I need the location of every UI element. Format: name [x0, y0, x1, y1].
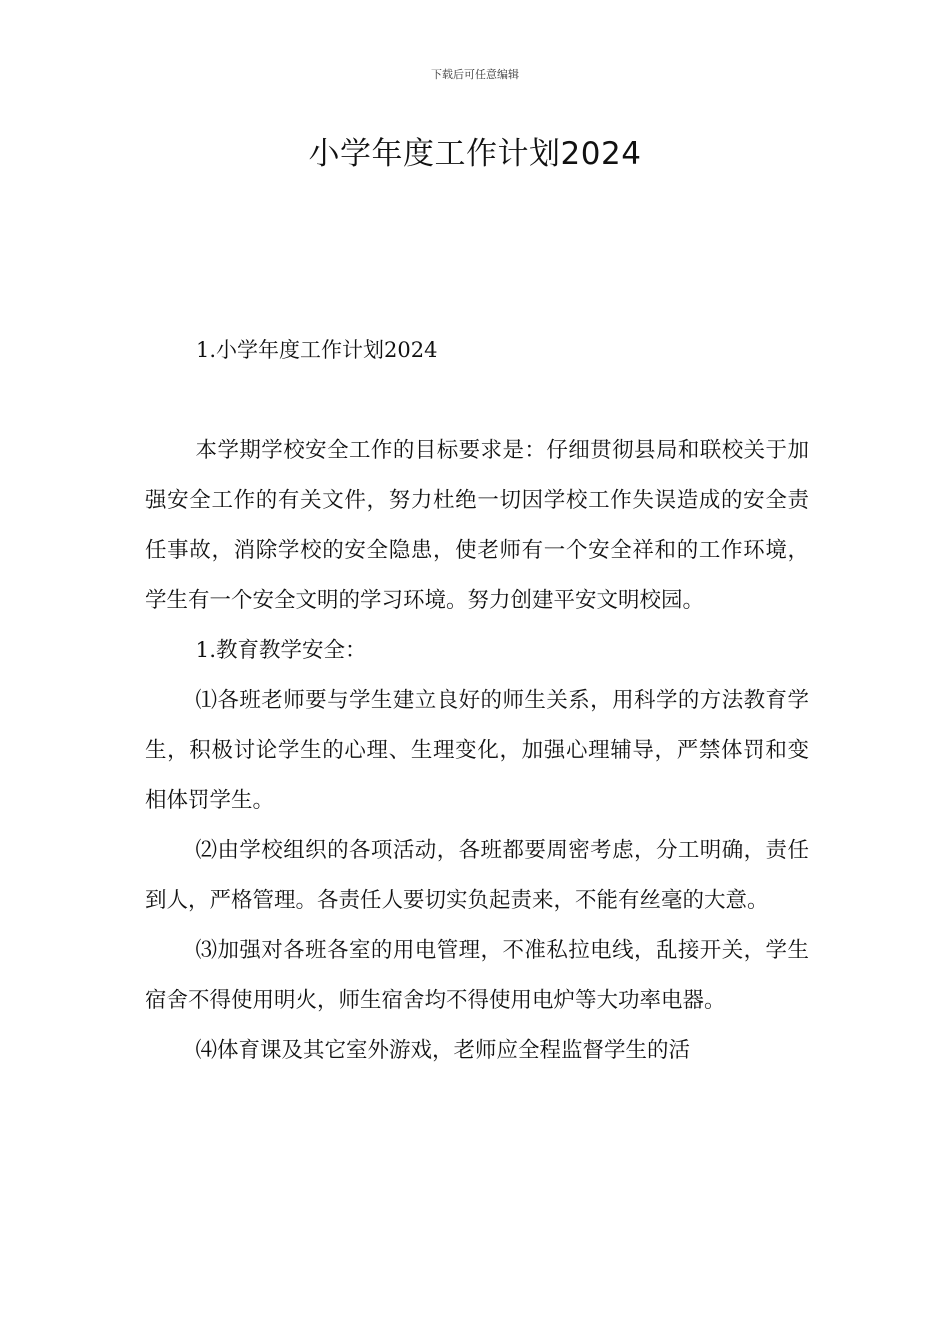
section-heading: 1.小学年度工作计划2024 — [196, 338, 438, 362]
header-note: 下载后可任意编辑 — [431, 68, 519, 81]
paragraph-item-2: ⑵由学校组织的各项活动，各班都要周密考虑，分工明确，责任到人，严格管理。各责任人要切实负起责来，不能有丝毫的大意。 — [145, 838, 809, 913]
paragraph-item-3: ⑶加强对各班各室的用电管理，不准私拉电线，乱接开关，学生宿舍不得使用明火，师生宿舍均不得使用电炉等大功率电器。 — [145, 938, 809, 1013]
document-body — [145, 426, 809, 1076]
paragraph-item-4: ⑷体育课及其它室外游戏，老师应全程监督学生的活 — [195, 1038, 691, 1063]
paragraph-subheading: 1.教育教学安全： — [195, 638, 367, 663]
paragraph-intro: 本学期学校安全工作的目标要求是：仔细贯彻县局和联校关于加强安全工作的有关文件，努力杜绝一切因学校工作失误造成的安全责任事故，消除学校的安全隐患，使老师有一个安全祥和的工作环境，学生有一个安全文明的学习环境。努力创建平安文明校园。 — [145, 438, 809, 613]
paragraph-item-1: ⑴各班老师要与学生建立良好的师生关系，用科学的方法教育学生，积极讨论学生的心理、生理变化，加强心理辅导，严禁体罚和变相体罚学生。 — [145, 688, 809, 813]
document-title: 小学年度工作计划2024 — [308, 136, 642, 172]
